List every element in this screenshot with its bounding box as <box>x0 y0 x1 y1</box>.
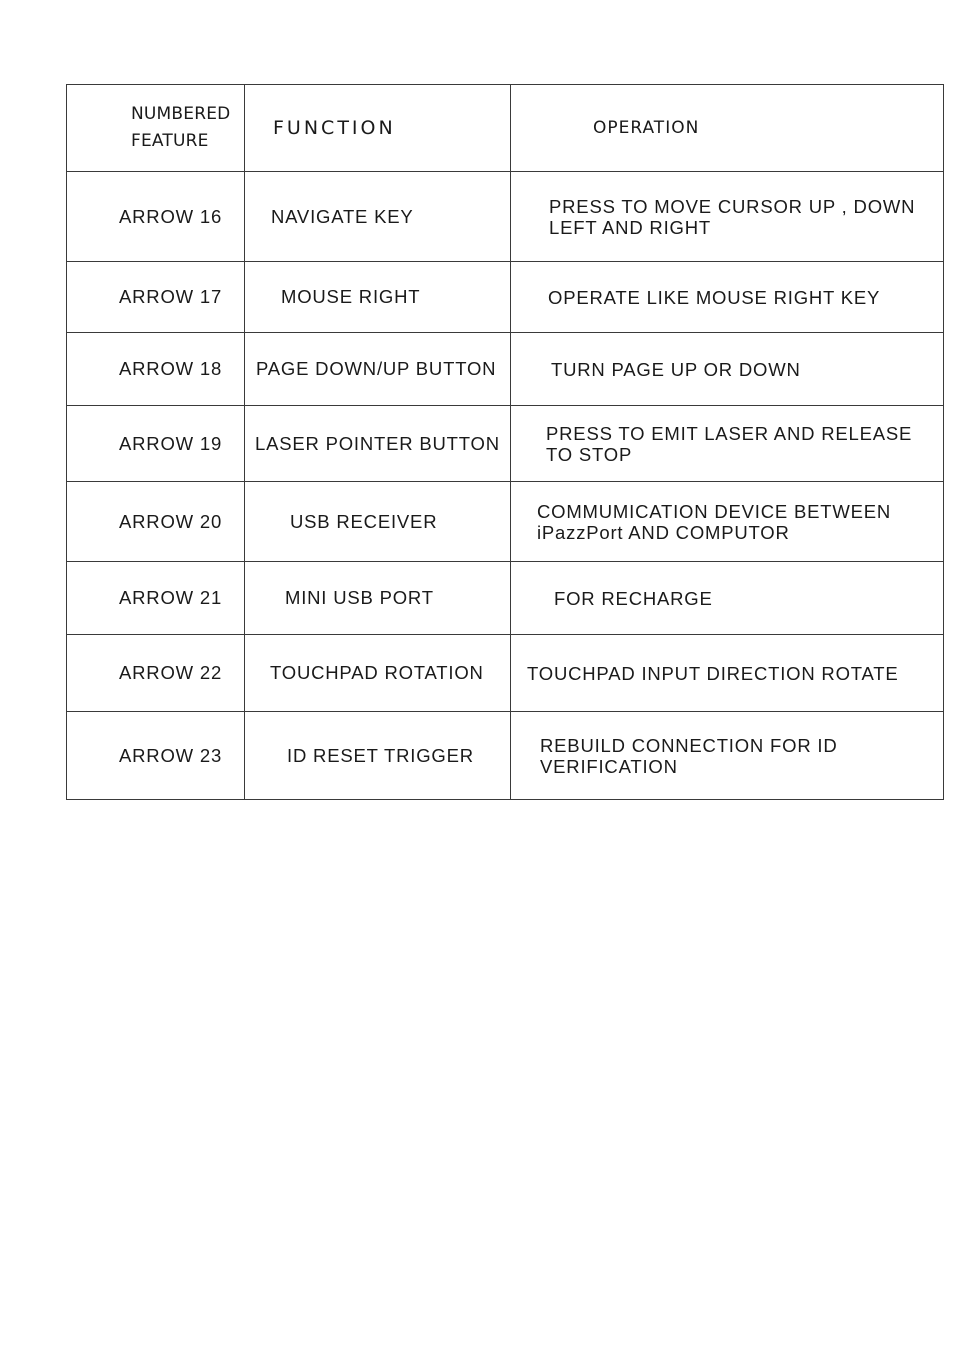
header-function: FUNCTION <box>245 85 511 172</box>
header-feature-label: FEATURE <box>131 131 209 151</box>
feature-cell: ARROW 22 <box>119 662 223 683</box>
operation-line: REBUILD CONNECTION FOR ID <box>540 734 838 756</box>
operation-cell <box>548 287 943 308</box>
function-cell: ID RESET TRIGGER <box>287 744 474 766</box>
table-row <box>67 172 944 262</box>
function-cell: MINI USB PORT <box>285 587 434 608</box>
function-cell: USB RECEIVER <box>290 510 438 532</box>
operation-cell <box>554 588 943 609</box>
operation-line: COMMUMICATION DEVICE BETWEEN <box>537 500 892 522</box>
operation-cell <box>540 735 943 777</box>
feature-cell: ARROW 17 <box>119 286 223 307</box>
operation-line: iPazzPort AND COMPUTOR <box>537 521 790 543</box>
operation-line: TO STOP <box>546 443 633 465</box>
operation-line: FOR RECHARGE <box>554 587 713 609</box>
operation-line: VERIFICATION <box>540 755 678 777</box>
operation-line: OPERATE LIKE MOUSE RIGHT KEY <box>548 286 881 308</box>
operation-cell <box>549 196 943 238</box>
operation-line: PRESS TO MOVE CURSOR UP , DOWN <box>549 195 916 217</box>
function-cell: PAGE DOWN/UP BUTTON <box>256 358 497 379</box>
operation-cell <box>527 663 943 684</box>
operation-cell <box>551 359 943 380</box>
table-row <box>67 562 944 635</box>
feature-cell: ARROW 23 <box>119 744 223 766</box>
feature-cell: ARROW 19 <box>119 432 223 454</box>
header-operation: OPERATION <box>511 85 944 172</box>
operation-line: PRESS TO EMIT LASER AND RELEASE <box>546 422 913 444</box>
operation-cell <box>546 423 943 465</box>
feature-table <box>66 84 944 800</box>
table-row <box>67 262 944 333</box>
table-row <box>67 712 944 800</box>
table-row <box>67 333 944 406</box>
operation-cell <box>537 501 943 543</box>
function-cell: TOUCHPAD ROTATION <box>270 662 484 683</box>
table-row <box>67 406 944 482</box>
feature-cell: ARROW 21 <box>119 587 223 608</box>
function-cell: LASER POINTER BUTTON <box>255 432 500 454</box>
operation-line: TURN PAGE UP OR DOWN <box>551 358 801 380</box>
table-row <box>67 635 944 712</box>
feature-cell: ARROW 20 <box>119 510 223 532</box>
function-cell: NAVIGATE KEY <box>271 205 414 227</box>
operation-line: TOUCHPAD INPUT DIRECTION ROTATE <box>527 662 899 684</box>
feature-cell: ARROW 16 <box>119 205 223 227</box>
header-numbered-feature <box>67 85 245 172</box>
table-header-row <box>67 85 944 172</box>
header-numbered-label: NUMBERED <box>131 104 231 124</box>
feature-cell: ARROW 18 <box>119 358 223 379</box>
table-row <box>67 482 944 562</box>
function-cell: MOUSE RIGHT <box>281 286 421 307</box>
operation-line: LEFT AND RIGHT <box>549 216 711 238</box>
